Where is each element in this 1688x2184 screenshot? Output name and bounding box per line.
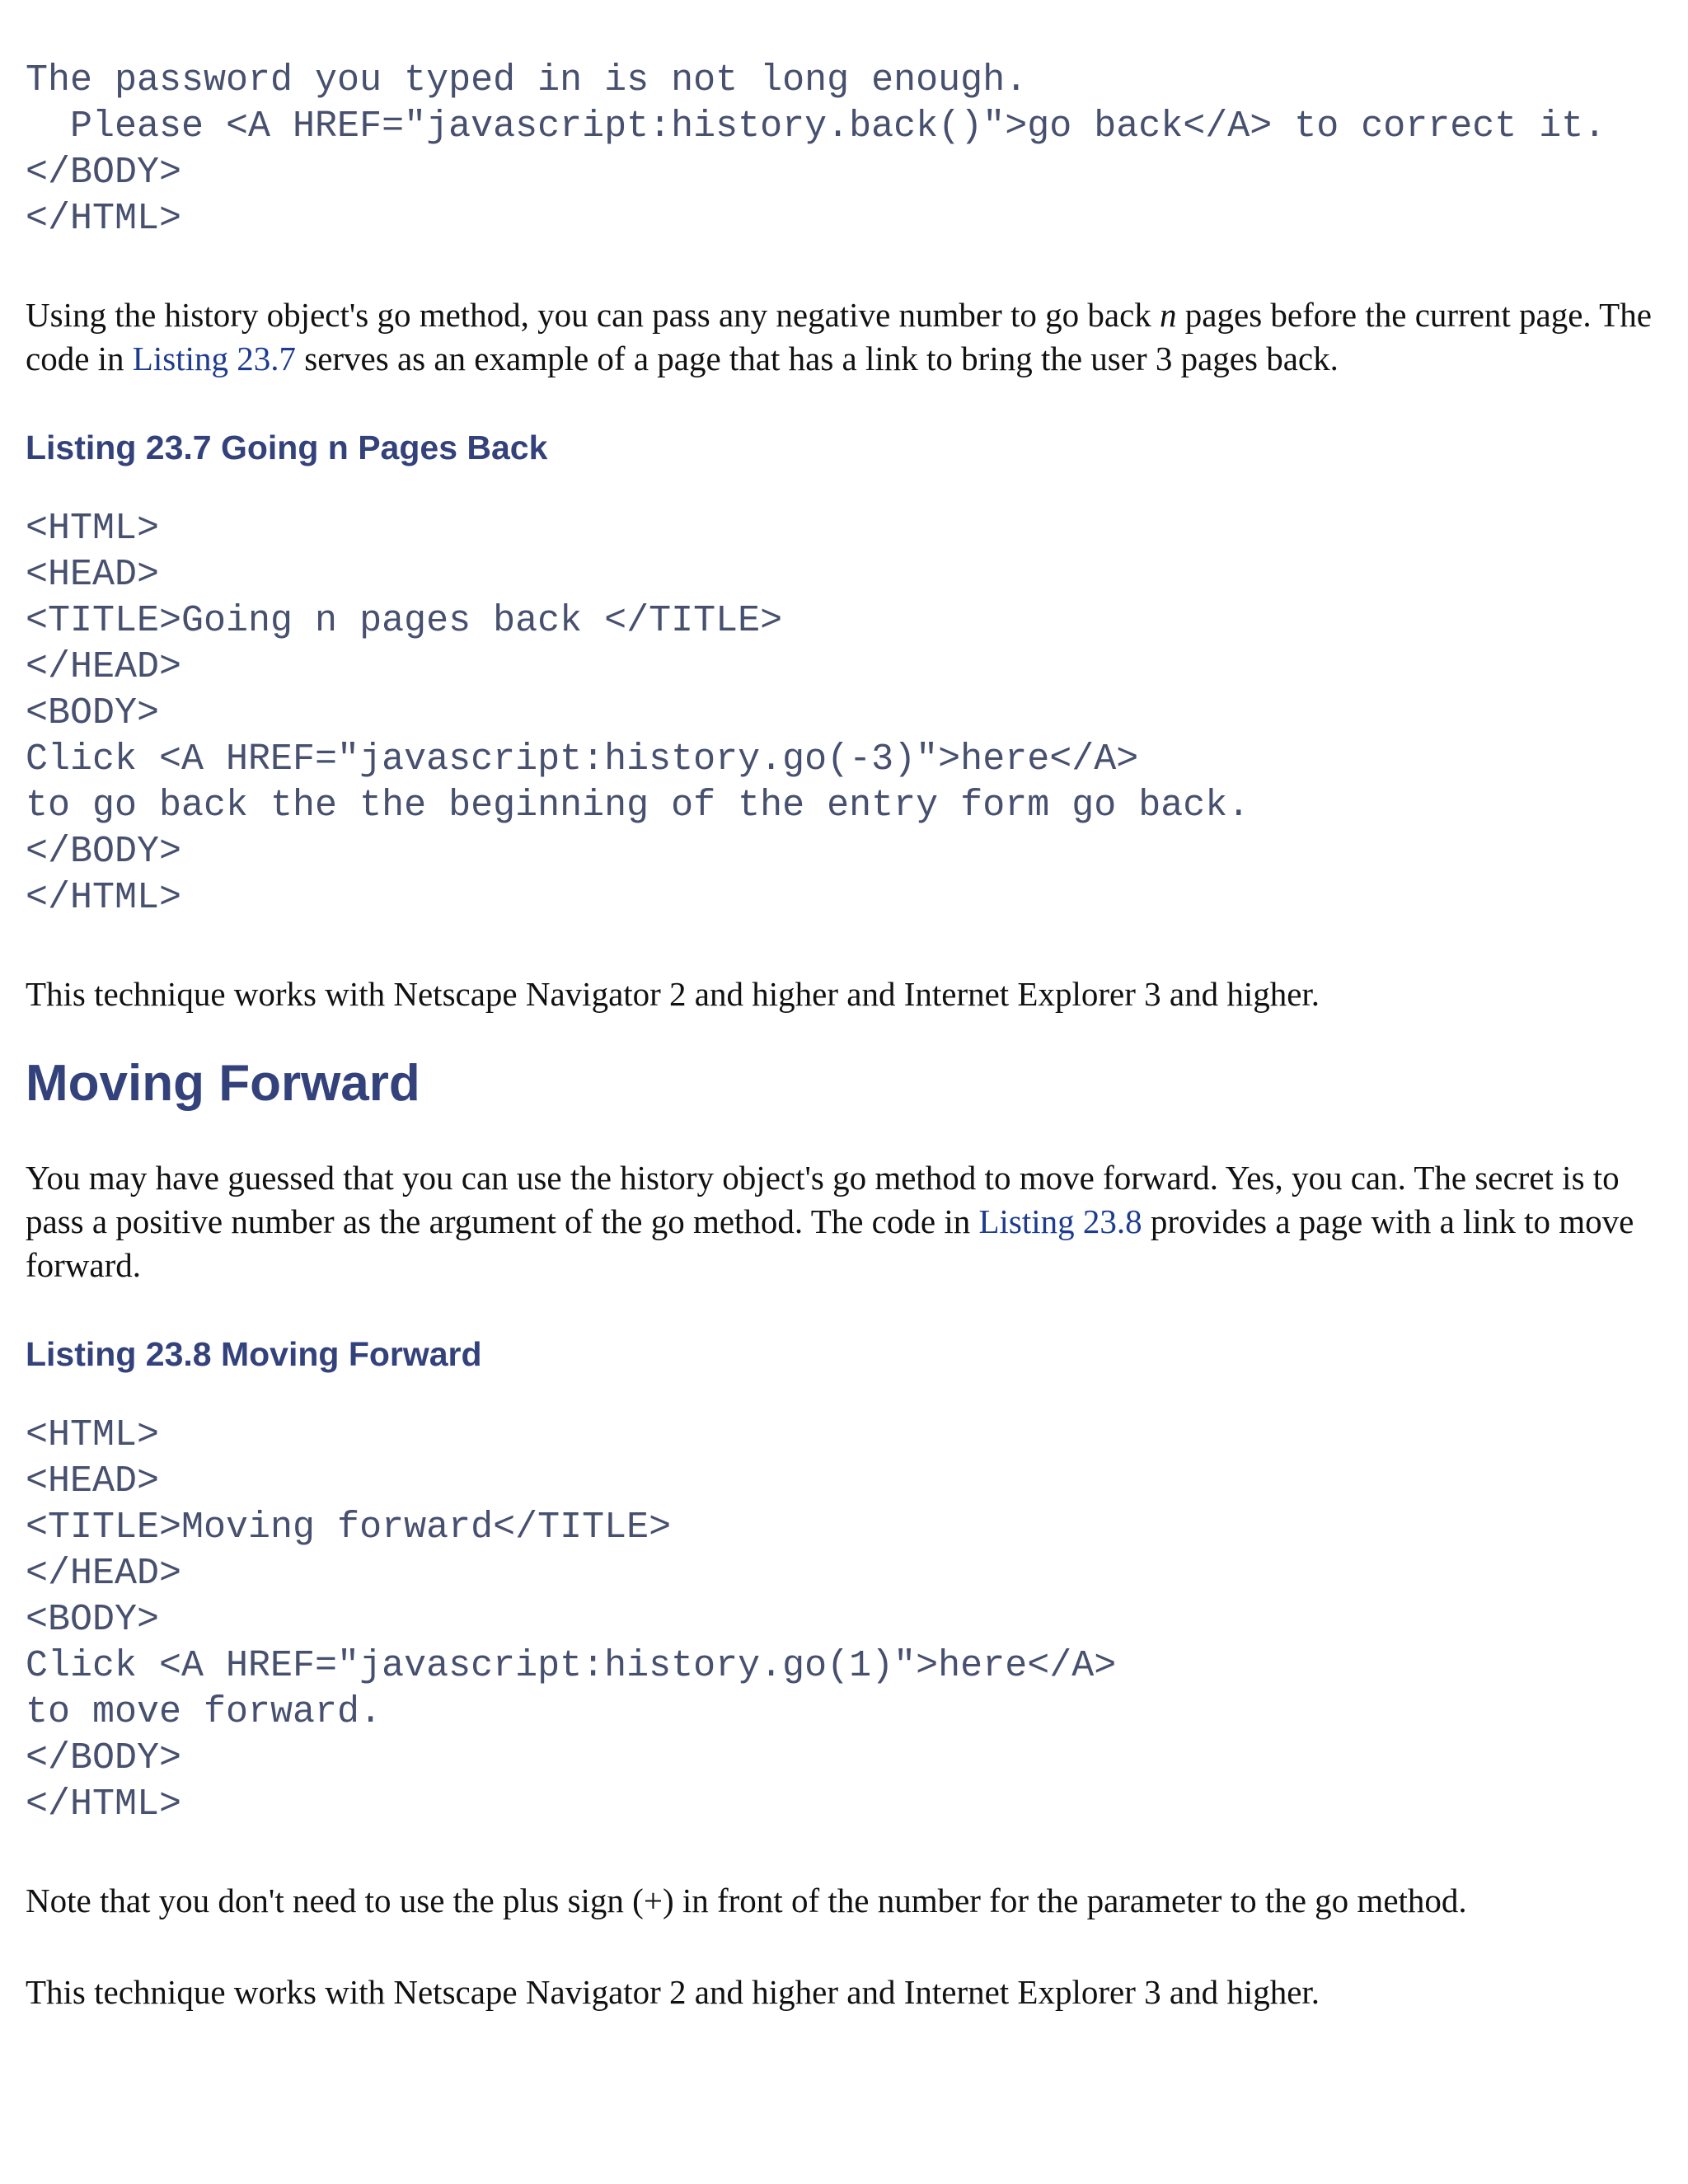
code-line: </BODY> — [26, 152, 182, 194]
paragraph-browser-support: This technique works with Netscape Navigator 2 and higher and Internet Explorer 3 and higher. — [26, 975, 1320, 1013]
listing-23-8-link[interactable]: Listing 23.8 — [978, 1202, 1142, 1240]
listing-23-7-link[interactable]: Listing 23.7 — [132, 340, 296, 377]
code-line: <BODY> — [26, 1599, 160, 1641]
paragraph-plus-sign-note: Note that you don't need to use the plus sign (+) in front of the number for the parameter to the go method. — [26, 1882, 1467, 1919]
paragraph-text: serves as an example of a page that has a link to bring the user 3 pages back. — [295, 340, 1339, 377]
code-line: to go back the the beginning of the entry form go back. — [26, 785, 1250, 827]
code-line: </BODY> — [26, 1737, 182, 1779]
code-line: </HTML> — [26, 1783, 182, 1825]
code-line: to move forward. — [26, 1691, 382, 1733]
code-line: </BODY> — [26, 831, 182, 873]
code-block-listing-23-8 — [26, 1413, 1666, 1828]
code-line: <HTML> — [26, 508, 160, 550]
italic-n: n — [1160, 296, 1177, 334]
code-line: </HTML> — [26, 877, 182, 919]
section-heading-moving-forward: Moving Forward — [26, 1055, 420, 1112]
paragraph-text: You may have guessed that you can use the history object's go method to move forward. Yes, you can. The secret is to pass a positive number as the argument of the go method. The code in — [26, 1159, 1620, 1240]
paragraph-browser-support-2: This technique works with Netscape Navigator 2 and higher and Internet Explorer 3 and higher. — [26, 1973, 1320, 2011]
listing-23-7-title: Listing 23.7 Going n Pages Back — [26, 429, 548, 466]
code-line: </HTML> — [26, 198, 182, 240]
paragraph-history-back — [26, 293, 1666, 381]
code-line: Click <A HREF="javascript:history.go(-3)">here</A> — [26, 738, 1139, 780]
code-line: <HEAD> — [26, 554, 160, 596]
page-content — [26, 58, 1666, 2014]
code-line: <TITLE>Going n pages back </TITLE> — [26, 600, 783, 642]
code-line: </HEAD> — [26, 646, 182, 688]
code-line: Please <A HREF="javascript:history.back()">go back</A> to correct it. — [26, 105, 1606, 148]
code-line: Click <A HREF="javascript:history.go(1)">here</A> — [26, 1645, 1117, 1687]
paragraph-moving-forward — [26, 1156, 1666, 1287]
paragraph-text: Using the history object's go method, you can pass any negative number to go back — [26, 296, 1160, 334]
code-block-top — [26, 58, 1666, 242]
listing-23-8-title: Listing 23.8 Moving Forward — [26, 1335, 482, 1373]
code-line: <HEAD> — [26, 1460, 160, 1502]
code-line: <TITLE>Moving forward</TITLE> — [26, 1507, 672, 1549]
paragraph-text: provides a page with a link to move forward. — [26, 1202, 1634, 1284]
code-block-listing-23-7 — [26, 506, 1666, 921]
paragraph-text: pages before the current page. The code in — [26, 296, 1652, 377]
code-line: <BODY> — [26, 692, 160, 734]
code-line: <HTML> — [26, 1414, 160, 1456]
code-line: The password you typed in is not long enough. — [26, 59, 1028, 101]
code-line: </HEAD> — [26, 1553, 182, 1595]
